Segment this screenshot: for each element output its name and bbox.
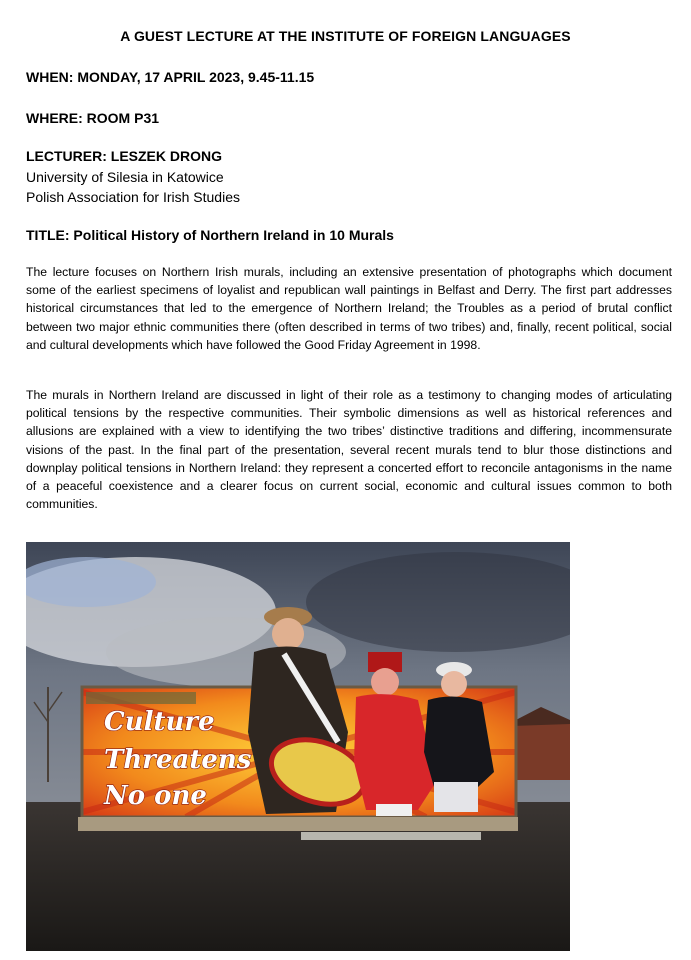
lecturer-line: LECTURER: LESZEK DRONG bbox=[26, 148, 222, 164]
lecturer-affiliation-university: University of Silesia in Katowice bbox=[26, 169, 224, 185]
mural-photo bbox=[26, 542, 570, 951]
where-line: WHERE: ROOM P31 bbox=[26, 110, 160, 126]
when-line: WHEN: MONDAY, 17 APRIL 2023, 9.45-11.15 bbox=[26, 69, 315, 85]
page-heading: A GUEST LECTURE AT THE INSTITUTE OF FOREIGN LANGUAGES bbox=[120, 28, 571, 44]
mural-text-no-one: No one bbox=[104, 781, 207, 811]
mural-text-culture: Culture bbox=[104, 707, 215, 737]
mural-text-threatens: Threatens bbox=[104, 745, 252, 775]
paragraph-intro: The lecture focuses on Northern Irish murals, including an extensive presentation of photographs which document some of the earliest specimens of loyalist and republican wall paintings in Belfast and Derry. The first part addresses historical circumstances that led to the emergence of Northern Ireland; the Troubles as a period of brutal conflict between two major ethnic communities there (often described in terms of two tribes) and, finally, recent political, social and cultural developments which have followed the Good Friday Agreement in 1998. bbox=[26, 265, 672, 352]
lecture-title: TITLE: Political History of Northern Ireland in 10 Murals bbox=[26, 227, 394, 243]
lecturer-affiliation-association: Polish Association for Irish Studies bbox=[26, 189, 240, 205]
paragraph-murals: The murals in Northern Ireland are discussed in light of their role as a testimony to changing modes of articulating political tensions by the respective communities. Their symbolic dimensions as well as historical references and allusions are explained with a view to identifying the two tribes’ distinctive traditions and differing, incommensurate visions of the past. In the final part of the presentation, several recent murals tend to blur those distinctions and downplay political tensions in Northern Ireland: they represent a concerted effort to reconcile antagonisms in the name of a peaceful coexistence and a clearer focus on current social, economic and cultural issues common to both communities. bbox=[26, 388, 672, 512]
